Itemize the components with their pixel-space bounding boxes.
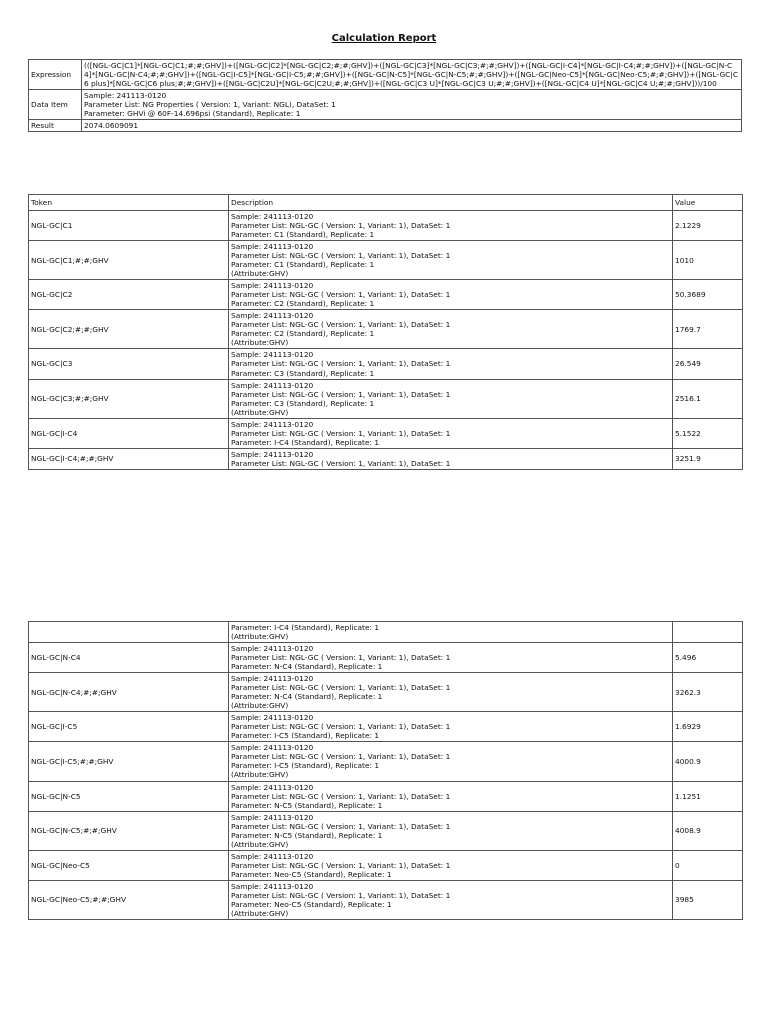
description-line: Parameter: C2 (Standard), Replicate: 1 bbox=[231, 299, 375, 309]
description-line: Parameter: N-C5 (Standard), Replicate: 1 bbox=[231, 800, 383, 810]
expression-label: Expression bbox=[29, 60, 82, 90]
description-cell bbox=[229, 643, 673, 673]
description-line: Sample: 241113-0120 bbox=[231, 713, 314, 723]
table-row bbox=[29, 448, 743, 469]
description-line: Parameter List: NGL-GC ( Version: 1, Variant: 1), DataSet: 1 bbox=[231, 752, 451, 762]
description-line: Parameter: C1 (Standard), Replicate: 1 bbox=[231, 260, 375, 270]
value-cell: 1.6929 bbox=[673, 712, 743, 742]
table-row bbox=[29, 418, 743, 448]
description-line: Sample: 241113-0120 bbox=[231, 380, 314, 390]
data-item-line: Parameter List: NG Properties ( Version: 1, Variant: NGL), DataSet: 1 bbox=[84, 100, 336, 110]
token-cell: NGL-GC|I-C4 bbox=[29, 418, 229, 448]
value-cell: 5.1522 bbox=[673, 418, 743, 448]
value-cell: 5.496 bbox=[673, 643, 743, 673]
description-line: Parameter List: NGL-GC ( Version: 1, Variant: 1), DataSet: 1 bbox=[231, 791, 451, 801]
token-cell: NGL-GC|C3;#;#;GHV bbox=[29, 379, 229, 418]
description-line: (Attribute:GHV) bbox=[231, 839, 289, 849]
token-table-header bbox=[29, 195, 743, 211]
data-item-line: Parameter: GHVi @ 60F-14.696psi (Standard), Replicate: 1 bbox=[84, 109, 301, 119]
description-line: Sample: 241113-0120 bbox=[231, 350, 314, 360]
table-row bbox=[29, 880, 743, 919]
description-cell bbox=[229, 880, 673, 919]
description-line: Parameter: N-C4 (Standard), Replicate: 1 bbox=[231, 692, 383, 702]
description-line: (Attribute:GHV) bbox=[231, 407, 289, 417]
description-cell bbox=[229, 850, 673, 880]
table-row bbox=[29, 643, 743, 673]
description-line: Parameter List: NGL-GC ( Version: 1, Variant: 1), DataSet: 1 bbox=[231, 653, 451, 663]
token-table-page-1 bbox=[28, 194, 743, 470]
table-row bbox=[29, 673, 743, 712]
value-cell: 4008.9 bbox=[673, 811, 743, 850]
summary-table bbox=[28, 59, 742, 132]
description-line: Parameter List: NGL-GC ( Version: 1, Variant: 1), DataSet: 1 bbox=[231, 860, 451, 870]
description-line: Parameter: I-C4 (Standard), Replicate: 1 bbox=[231, 623, 380, 632]
data-item-row bbox=[29, 90, 742, 120]
description-line: Sample: 241113-0120 bbox=[231, 212, 314, 221]
description-line: Sample: 241113-0120 bbox=[231, 881, 314, 891]
result-value: 2074.0609091 bbox=[82, 120, 742, 132]
token-cell: NGL-GC|C2 bbox=[29, 280, 229, 310]
token-table-page-2 bbox=[28, 621, 743, 920]
description-line: Parameter List: NGL-GC ( Version: 1, Variant: 1), DataSet: 1 bbox=[231, 458, 451, 468]
data-item-label: Data Item bbox=[29, 90, 82, 120]
token-rows bbox=[29, 622, 743, 920]
description-line: (Attribute:GHV) bbox=[231, 701, 289, 711]
table-row bbox=[29, 622, 743, 643]
value-cell: 0 bbox=[673, 850, 743, 880]
description-line: Sample: 241113-0120 bbox=[231, 812, 314, 822]
value-cell: 50.3689 bbox=[673, 280, 743, 310]
description-line: Parameter List: NGL-GC ( Version: 1, Variant: 1), DataSet: 1 bbox=[231, 722, 451, 732]
description-cell bbox=[229, 349, 673, 379]
token-rows bbox=[29, 211, 743, 470]
description-line: Sample: 241113-0120 bbox=[231, 311, 314, 321]
description-cell bbox=[229, 781, 673, 811]
description-line: Parameter List: NGL-GC ( Version: 1, Variant: 1), DataSet: 1 bbox=[231, 251, 451, 261]
value-cell: 2516.1 bbox=[673, 379, 743, 418]
description-cell bbox=[229, 811, 673, 850]
description-line: Parameter: I-C5 (Standard), Replicate: 1 bbox=[231, 731, 380, 741]
description-line: (Attribute:GHV) bbox=[231, 632, 289, 642]
description-line: (Attribute:GHV) bbox=[231, 770, 289, 780]
description-line: Sample: 241113-0120 bbox=[231, 851, 314, 861]
data-item-value bbox=[82, 90, 742, 120]
description-cell bbox=[229, 448, 673, 469]
value-cell: 1010 bbox=[673, 241, 743, 280]
table-row bbox=[29, 742, 743, 781]
token-cell: NGL-GC|C1;#;#;GHV bbox=[29, 241, 229, 280]
value-cell: 3251.9 bbox=[673, 448, 743, 469]
result-row bbox=[29, 120, 742, 132]
description-cell bbox=[229, 379, 673, 418]
table-row bbox=[29, 811, 743, 850]
token-cell: NGL-GC|I-C5 bbox=[29, 712, 229, 742]
description-line: (Attribute:GHV) bbox=[231, 269, 289, 279]
description-cell bbox=[229, 310, 673, 349]
description-cell bbox=[229, 241, 673, 280]
expression-value: (([NGL-GC|C1]*[NGL-GC|C1;#;#;GHV])+([NGL-GC|C2]*[NGL-GC|C2;#;#;GHV])+([NGL-GC|C3]*[NGL-GC|C3;#;#;GHV])+([NGL-GC|I-C4]*[NGL-GC|I-C4;#;#;GHV])+([NGL-GC|N-C4]*[NGL-GC|N-C4;#;#;GHV])+([NGL-GC|I-C5]*[NGL-GC|I-C5;#;#;GHV])+([NGL-GC|N-C5]*[NGL-GC|N-C5;#;#;GHV])+([NGL-GC|Neo-C5]*[NGL-GC|Neo-C5;#;#;GHV])+([NGL-GC|C6 plus]*[NGL-GC|C6 plus;#;#;GHV])+([NGL-GC|C2U]*[NGL-GC|C2U;#;#;GHV])+([NGL-GC|C3 U]*[NGL-GC|C3 U;#;#;GHV])+([NGL-GC|C4 U]*[NGL-GC|C4 U;#;#;GHV]))/100 bbox=[82, 60, 742, 90]
token-cell: NGL-GC|N-C5 bbox=[29, 781, 229, 811]
description-line: Parameter: C2 (Standard), Replicate: 1 bbox=[231, 329, 375, 339]
description-line: Parameter: Neo-C5 (Standard), Replicate: 1 bbox=[231, 869, 392, 879]
value-cell: 4000.9 bbox=[673, 742, 743, 781]
description-line: Parameter List: NGL-GC ( Version: 1, Variant: 1), DataSet: 1 bbox=[231, 890, 451, 900]
table-row bbox=[29, 349, 743, 379]
token-cell: NGL-GC|N-C5;#;#;GHV bbox=[29, 811, 229, 850]
token-cell: NGL-GC|Neo-C5;#;#;GHV bbox=[29, 880, 229, 919]
value-cell: 26.549 bbox=[673, 349, 743, 379]
value-column-header: Value bbox=[673, 195, 743, 211]
token-column-header: Token bbox=[29, 195, 229, 211]
report-page-2 bbox=[0, 620, 768, 1024]
token-cell: NGL-GC|N-C4;#;#;GHV bbox=[29, 673, 229, 712]
description-line: Parameter: Neo-C5 (Standard), Replicate: 1 bbox=[231, 899, 392, 909]
token-cell: NGL-GC|I-C5;#;#;GHV bbox=[29, 742, 229, 781]
description-line: Sample: 241113-0120 bbox=[231, 743, 314, 753]
description-line: Parameter List: NGL-GC ( Version: 1, Variant: 1), DataSet: 1 bbox=[231, 320, 451, 330]
description-line: Sample: 241113-0120 bbox=[231, 782, 314, 792]
value-cell: 1769.7 bbox=[673, 310, 743, 349]
description-line: Parameter: N-C5 (Standard), Replicate: 1 bbox=[231, 830, 383, 840]
expression-row bbox=[29, 60, 742, 90]
table-row bbox=[29, 712, 743, 742]
description-line: Sample: 241113-0120 bbox=[231, 644, 314, 654]
description-line: Sample: 241113-0120 bbox=[231, 281, 314, 291]
description-line: Sample: 241113-0120 bbox=[231, 449, 314, 459]
description-cell bbox=[229, 211, 673, 241]
description-line: Sample: 241113-0120 bbox=[231, 419, 314, 429]
description-line: Parameter List: NGL-GC ( Version: 1, Variant: 1), DataSet: 1 bbox=[231, 359, 451, 369]
description-line: Parameter: C3 (Standard), Replicate: 1 bbox=[231, 368, 375, 378]
value-cell: 1.1251 bbox=[673, 781, 743, 811]
value-cell: 2.1229 bbox=[673, 211, 743, 241]
description-line: Parameter List: NGL-GC ( Version: 1, Variant: 1), DataSet: 1 bbox=[231, 221, 451, 231]
description-line: Parameter List: NGL-GC ( Version: 1, Variant: 1), DataSet: 1 bbox=[231, 290, 451, 300]
description-cell bbox=[229, 418, 673, 448]
description-line: (Attribute:GHV) bbox=[231, 908, 289, 918]
description-line: Parameter: I-C5 (Standard), Replicate: 1 bbox=[231, 761, 380, 771]
table-row bbox=[29, 379, 743, 418]
description-column-header: Description bbox=[229, 195, 673, 211]
table-row bbox=[29, 241, 743, 280]
description-line: Parameter List: NGL-GC ( Version: 1, Variant: 1), DataSet: 1 bbox=[231, 389, 451, 399]
token-cell: NGL-GC|C1 bbox=[29, 211, 229, 241]
description-cell bbox=[229, 742, 673, 781]
description-cell bbox=[229, 673, 673, 712]
value-cell: 3985 bbox=[673, 880, 743, 919]
description-line: Parameter: N-C4 (Standard), Replicate: 1 bbox=[231, 662, 383, 672]
data-item-line: Sample: 241113-0120 bbox=[84, 91, 167, 101]
description-line: Parameter: C3 (Standard), Replicate: 1 bbox=[231, 398, 375, 408]
table-row bbox=[29, 211, 743, 241]
description-cell bbox=[229, 280, 673, 310]
report-title: Calculation Report bbox=[331, 33, 437, 44]
description-cell bbox=[229, 622, 673, 643]
value-cell: 3262.3 bbox=[673, 673, 743, 712]
token-cell: NGL-GC|C2;#;#;GHV bbox=[29, 310, 229, 349]
description-cell bbox=[229, 712, 673, 742]
token-cell: NGL-GC|C3 bbox=[29, 349, 229, 379]
description-line: Parameter List: NGL-GC ( Version: 1, Variant: 1), DataSet: 1 bbox=[231, 821, 451, 831]
value-cell bbox=[673, 622, 743, 643]
token-cell bbox=[29, 622, 229, 643]
table-row bbox=[29, 781, 743, 811]
token-cell: NGL-GC|I-C4;#;#;GHV bbox=[29, 448, 229, 469]
description-line: Parameter List: NGL-GC ( Version: 1, Variant: 1), DataSet: 1 bbox=[231, 683, 451, 693]
table-row bbox=[29, 280, 743, 310]
result-label: Result bbox=[29, 120, 82, 132]
table-row bbox=[29, 850, 743, 880]
description-line: Parameter List: NGL-GC ( Version: 1, Variant: 1), DataSet: 1 bbox=[231, 428, 451, 438]
token-cell: NGL-GC|Neo-C5 bbox=[29, 850, 229, 880]
description-line: (Attribute:GHV) bbox=[231, 338, 289, 348]
description-line: Sample: 241113-0120 bbox=[231, 674, 314, 684]
description-line: Parameter: C1 (Standard), Replicate: 1 bbox=[231, 230, 375, 240]
description-line: Parameter: I-C4 (Standard), Replicate: 1 bbox=[231, 437, 380, 447]
description-line: Sample: 241113-0120 bbox=[231, 242, 314, 252]
token-cell: NGL-GC|N-C4 bbox=[29, 643, 229, 673]
table-row bbox=[29, 310, 743, 349]
